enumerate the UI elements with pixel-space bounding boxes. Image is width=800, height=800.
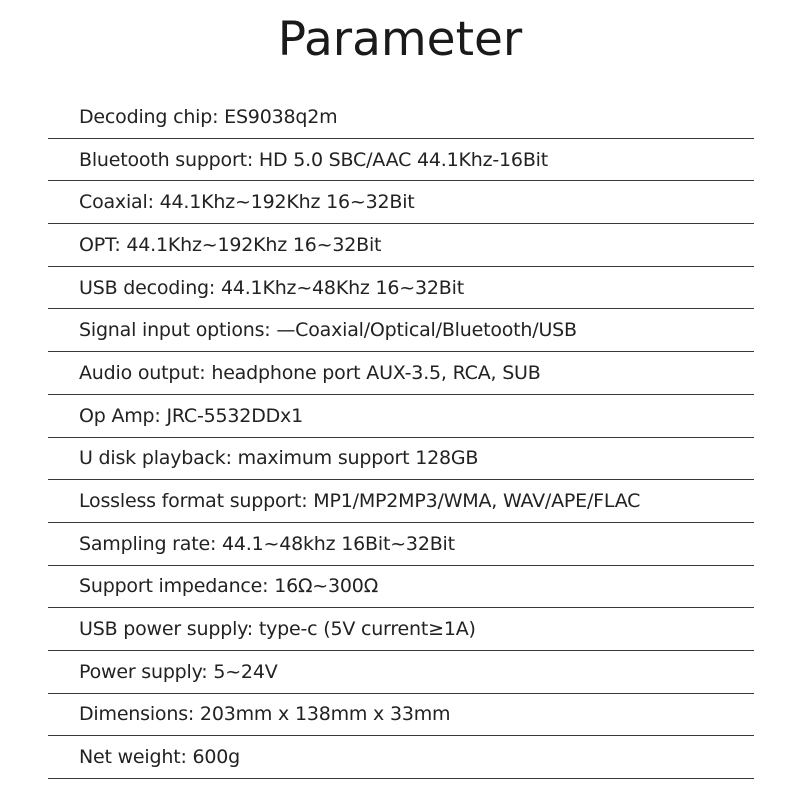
spec-text: USB power supply: type-c (5V current≥1A) [79, 618, 476, 641]
spec-row-power-supply [48, 651, 754, 694]
spec-text: Op Amp: JRC-5532DDx1 [79, 404, 303, 427]
spec-row-decoding-chip [48, 96, 754, 139]
spec-row-signal-input [48, 309, 754, 352]
page-title: Parameter [277, 12, 523, 67]
spec-row-op-amp [48, 395, 754, 438]
spec-text: Net weight: 600g [79, 746, 241, 769]
spec-text: Support impedance: 16Ω~300Ω [79, 575, 379, 598]
spec-text: USB decoding: 44.1Khz~48Khz 16~32Bit [79, 276, 464, 299]
spec-row-impedance [48, 566, 754, 609]
spec-text: Sampling rate: 44.1~48khz 16Bit~32Bit [79, 532, 455, 555]
spec-text: Coaxial: 44.1Khz~192Khz 16~32Bit [79, 191, 415, 214]
spec-row-net-weight [48, 736, 754, 779]
spec-row-usb-decoding [48, 267, 754, 310]
spec-text: Signal input options: —Coaxial/Optical/Bluetooth/USB [79, 319, 577, 342]
spec-row-opt [48, 224, 754, 267]
spec-text: Audio output: headphone port AUX-3.5, RCA, SUB [79, 361, 541, 384]
spec-row-dimensions [48, 694, 754, 737]
spec-text: Dimensions: 203mm x 138mm x 33mm [79, 703, 451, 726]
spec-text: U disk playback: maximum support 128GB [79, 447, 479, 470]
spec-row-coaxial [48, 181, 754, 224]
spec-text: Bluetooth support: HD 5.0 SBC/AAC 44.1Khz-16Bit [79, 148, 548, 171]
parameter-list [48, 96, 754, 779]
spec-row-lossless-format [48, 480, 754, 523]
spec-text: Decoding chip: ES9038q2m [79, 105, 338, 128]
spec-text: Power supply: 5~24V [79, 660, 278, 683]
spec-row-sampling-rate [48, 523, 754, 566]
spec-row-bluetooth [48, 139, 754, 182]
spec-row-audio-output [48, 352, 754, 395]
spec-row-usb-power [48, 608, 754, 651]
spec-row-u-disk [48, 438, 754, 481]
spec-text: OPT: 44.1Khz~192Khz 16~32Bit [79, 233, 382, 256]
spec-text: Lossless format support: MP1/MP2MP3/WMA, WAV/APE/FLAC [79, 490, 641, 513]
